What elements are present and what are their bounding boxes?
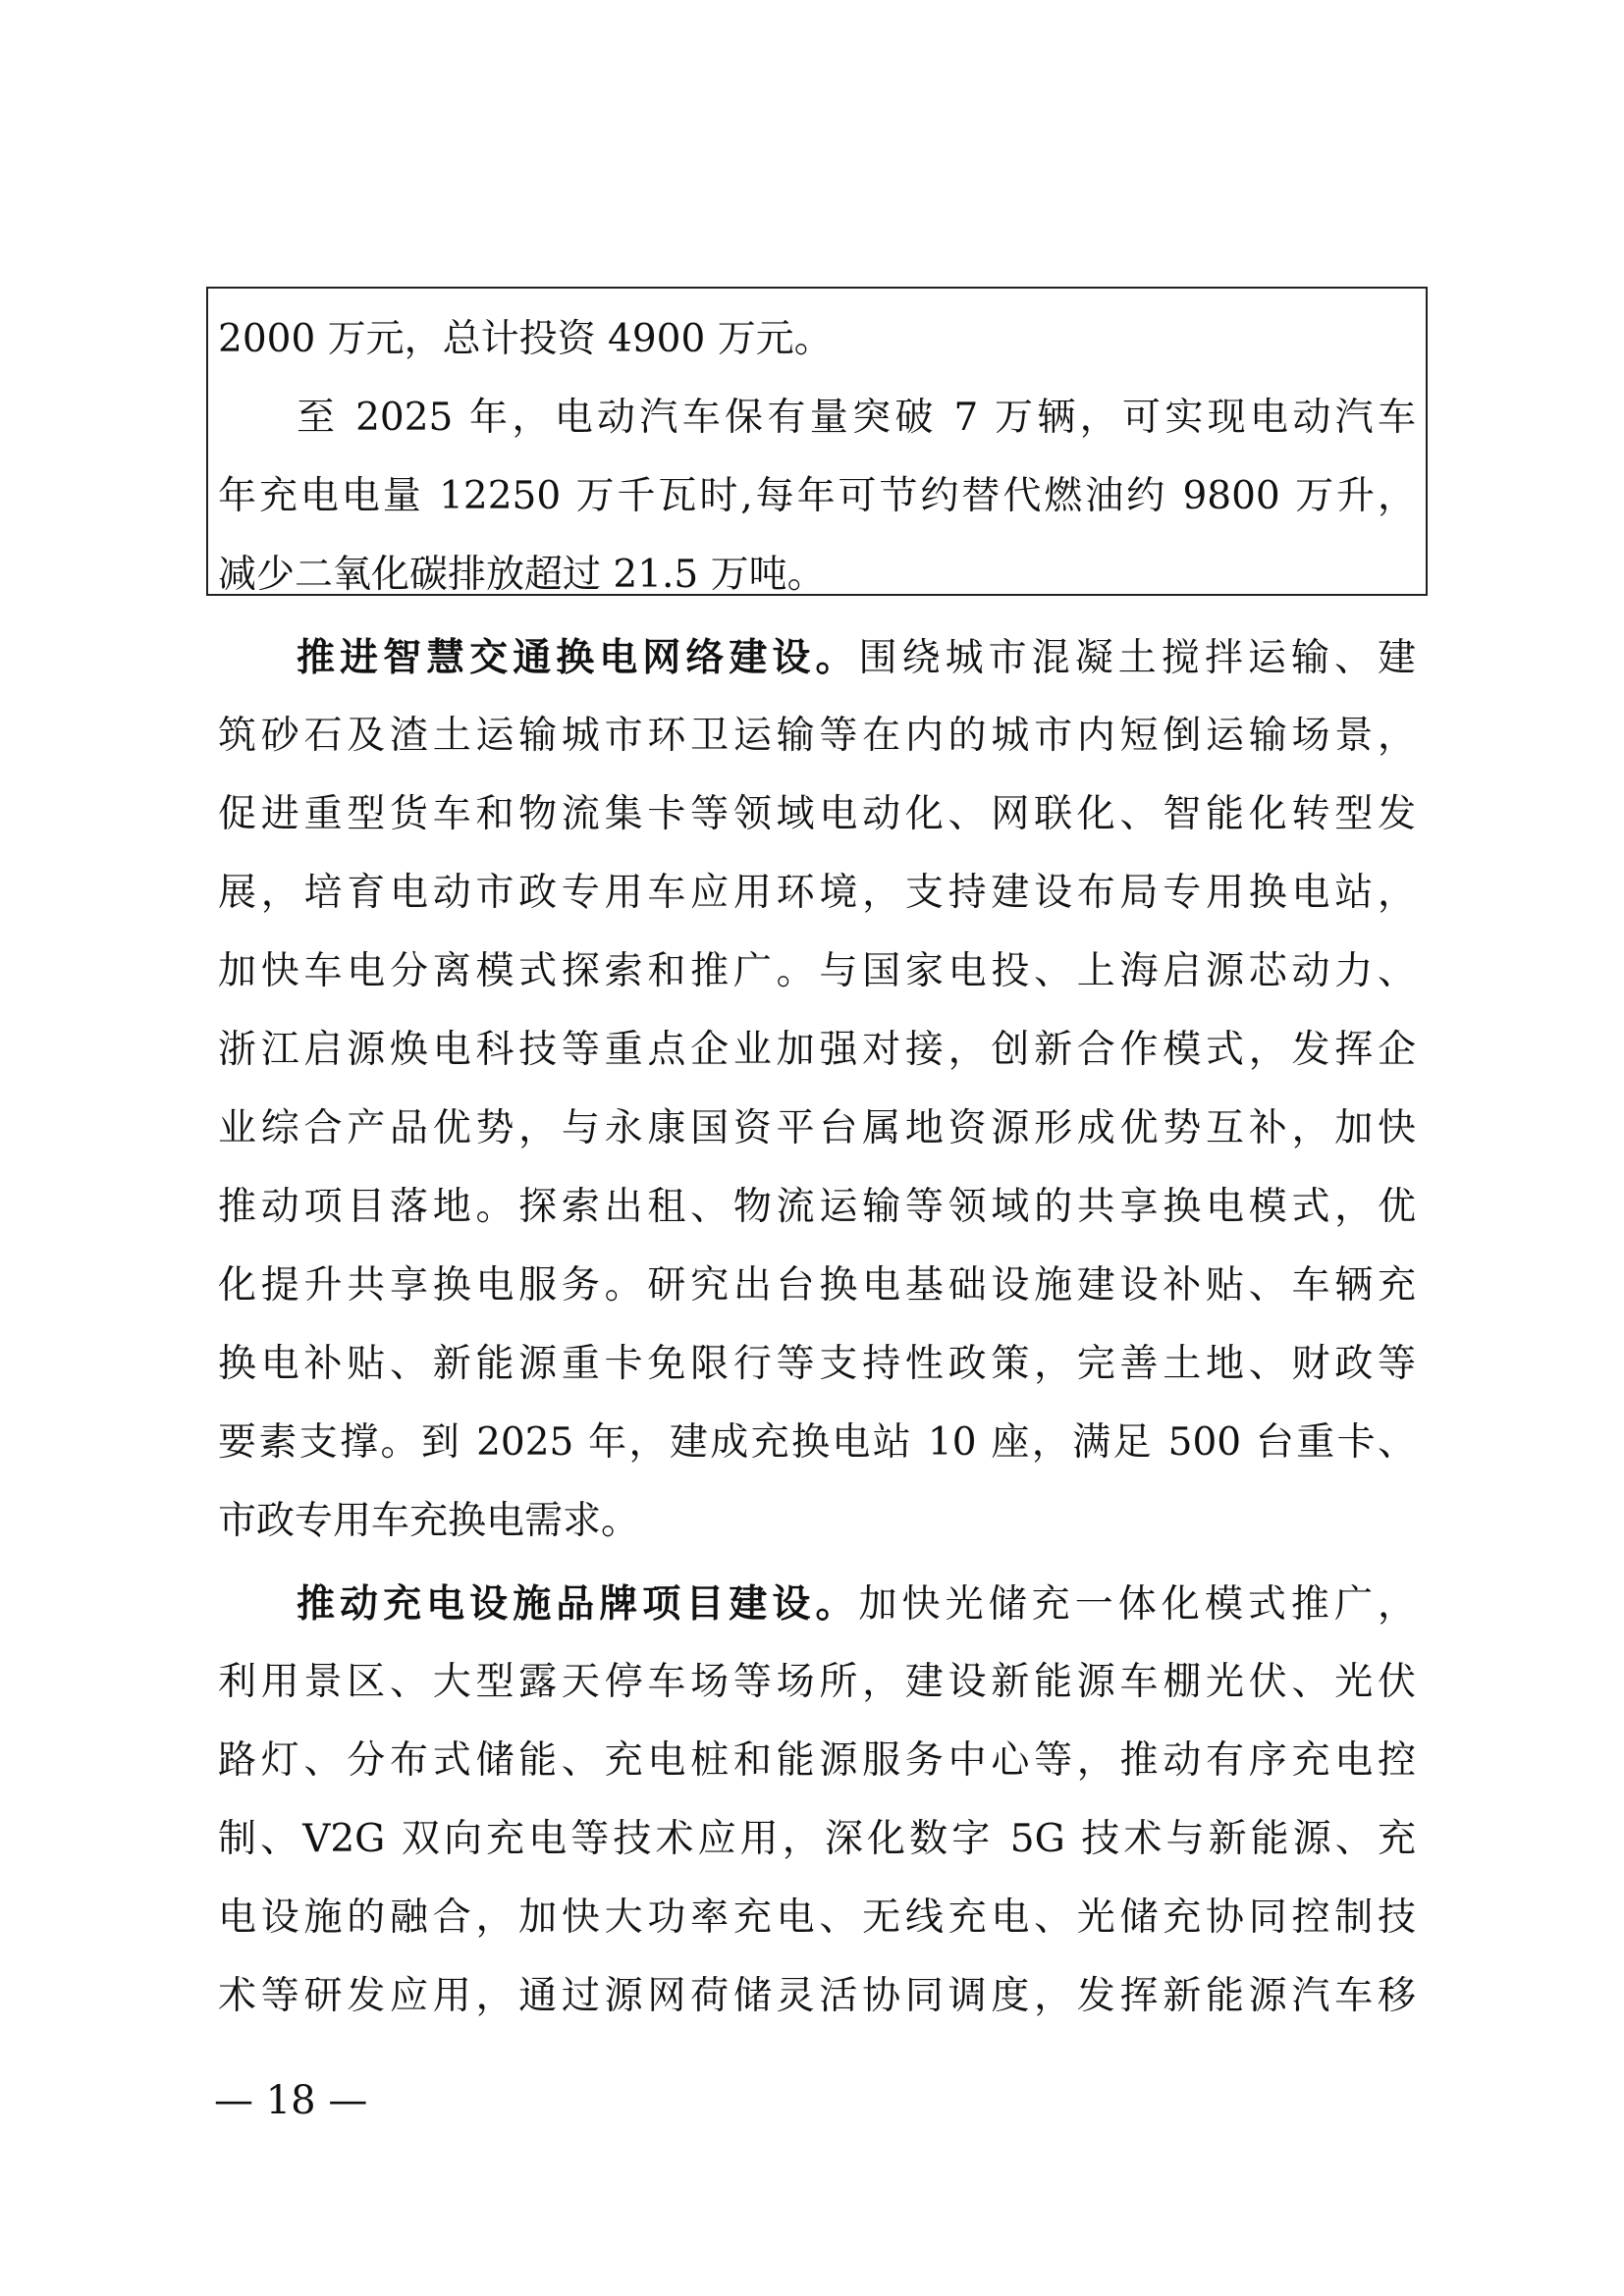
section1-line: 筑砂石及渣土运输城市环卫运输等在内的城市内短倒运输场景， [218,714,1416,758]
section1-line: 市政专用车充换电需求。 [218,1499,640,1543]
box-line-1: 2000 万元，总计投资 4900 万元。 [218,317,833,361]
section2-line: 术等研发应用，通过源网荷储灵活协同调度，发挥新能源汽车移 [218,1974,1416,2018]
box-line-3: 年充电电量 12250 万千瓦时,每年可节约替代燃油约 9800 万升， [218,474,1416,518]
section1-line: 加快车电分离模式探索和推广。与国家电投、上海启源芯动力、 [218,949,1416,993]
section2-first-rest: 加快光储充一体化模式推广， [858,1582,1416,1627]
section2-line: 电设施的融合，加快大功率充电、无线充电、光储充协同控制技 [218,1896,1416,1940]
section1-first-line [297,618,1416,697]
section1-line: 推动项目落地。探索出租、物流运输等领域的共享换电模式，优 [218,1185,1416,1229]
section1-line: 业综合产品优势，与永康国资平台属地资源形成优势互补，加快 [218,1106,1416,1150]
section1-line: 浙江启源焕电科技等重点企业加强对接，创新合作模式，发挥企 [218,1028,1416,1072]
section1-line: 化提升共享换电服务。研究出台换电基础设施建设补贴、车辆充 [218,1263,1416,1308]
section1-first-rest: 围绕城市混凝土搅拌运输、建 [858,636,1416,680]
section2-line: 利用景区、大型露天停车场等场所，建设新能源车棚光伏、光伏 [218,1660,1416,1704]
section1-line: 展，培育电动市政专用车应用环境，支持建设布局专用换电站， [218,871,1416,915]
section1-line: 促进重型货车和物流集卡等领域电动化、网联化、智能化转型发 [218,792,1416,836]
section1-lead: 推进智慧交通换电网络建设。 [297,635,859,680]
section2-lead: 推动充电设施品牌项目建设。 [297,1581,859,1627]
section2-line: 制、V2G 双向充电等技术应用，深化数字 5G 技术与新能源、充 [218,1817,1416,1861]
section2-line: 路灯、分布式储能、充电桩和能源服务中心等，推动有序充电控 [218,1738,1416,1783]
page-number: — 18 — [214,2078,368,2123]
box-line-2: 至 2025 年，电动汽车保有量突破 7 万辆，可实现电动汽车 [297,396,1416,440]
section1-line: 换电补贴、新能源重卡免限行等支持性政策，完善土地、财政等 [218,1342,1416,1386]
box-line-4: 减少二氧化碳排放超过 21.5 万吨。 [218,553,826,597]
section1-line: 要素支撑。到 2025 年，建成充换电站 10 座，满足 500 台重卡、 [218,1420,1416,1465]
section2-first-line [297,1565,1416,1643]
